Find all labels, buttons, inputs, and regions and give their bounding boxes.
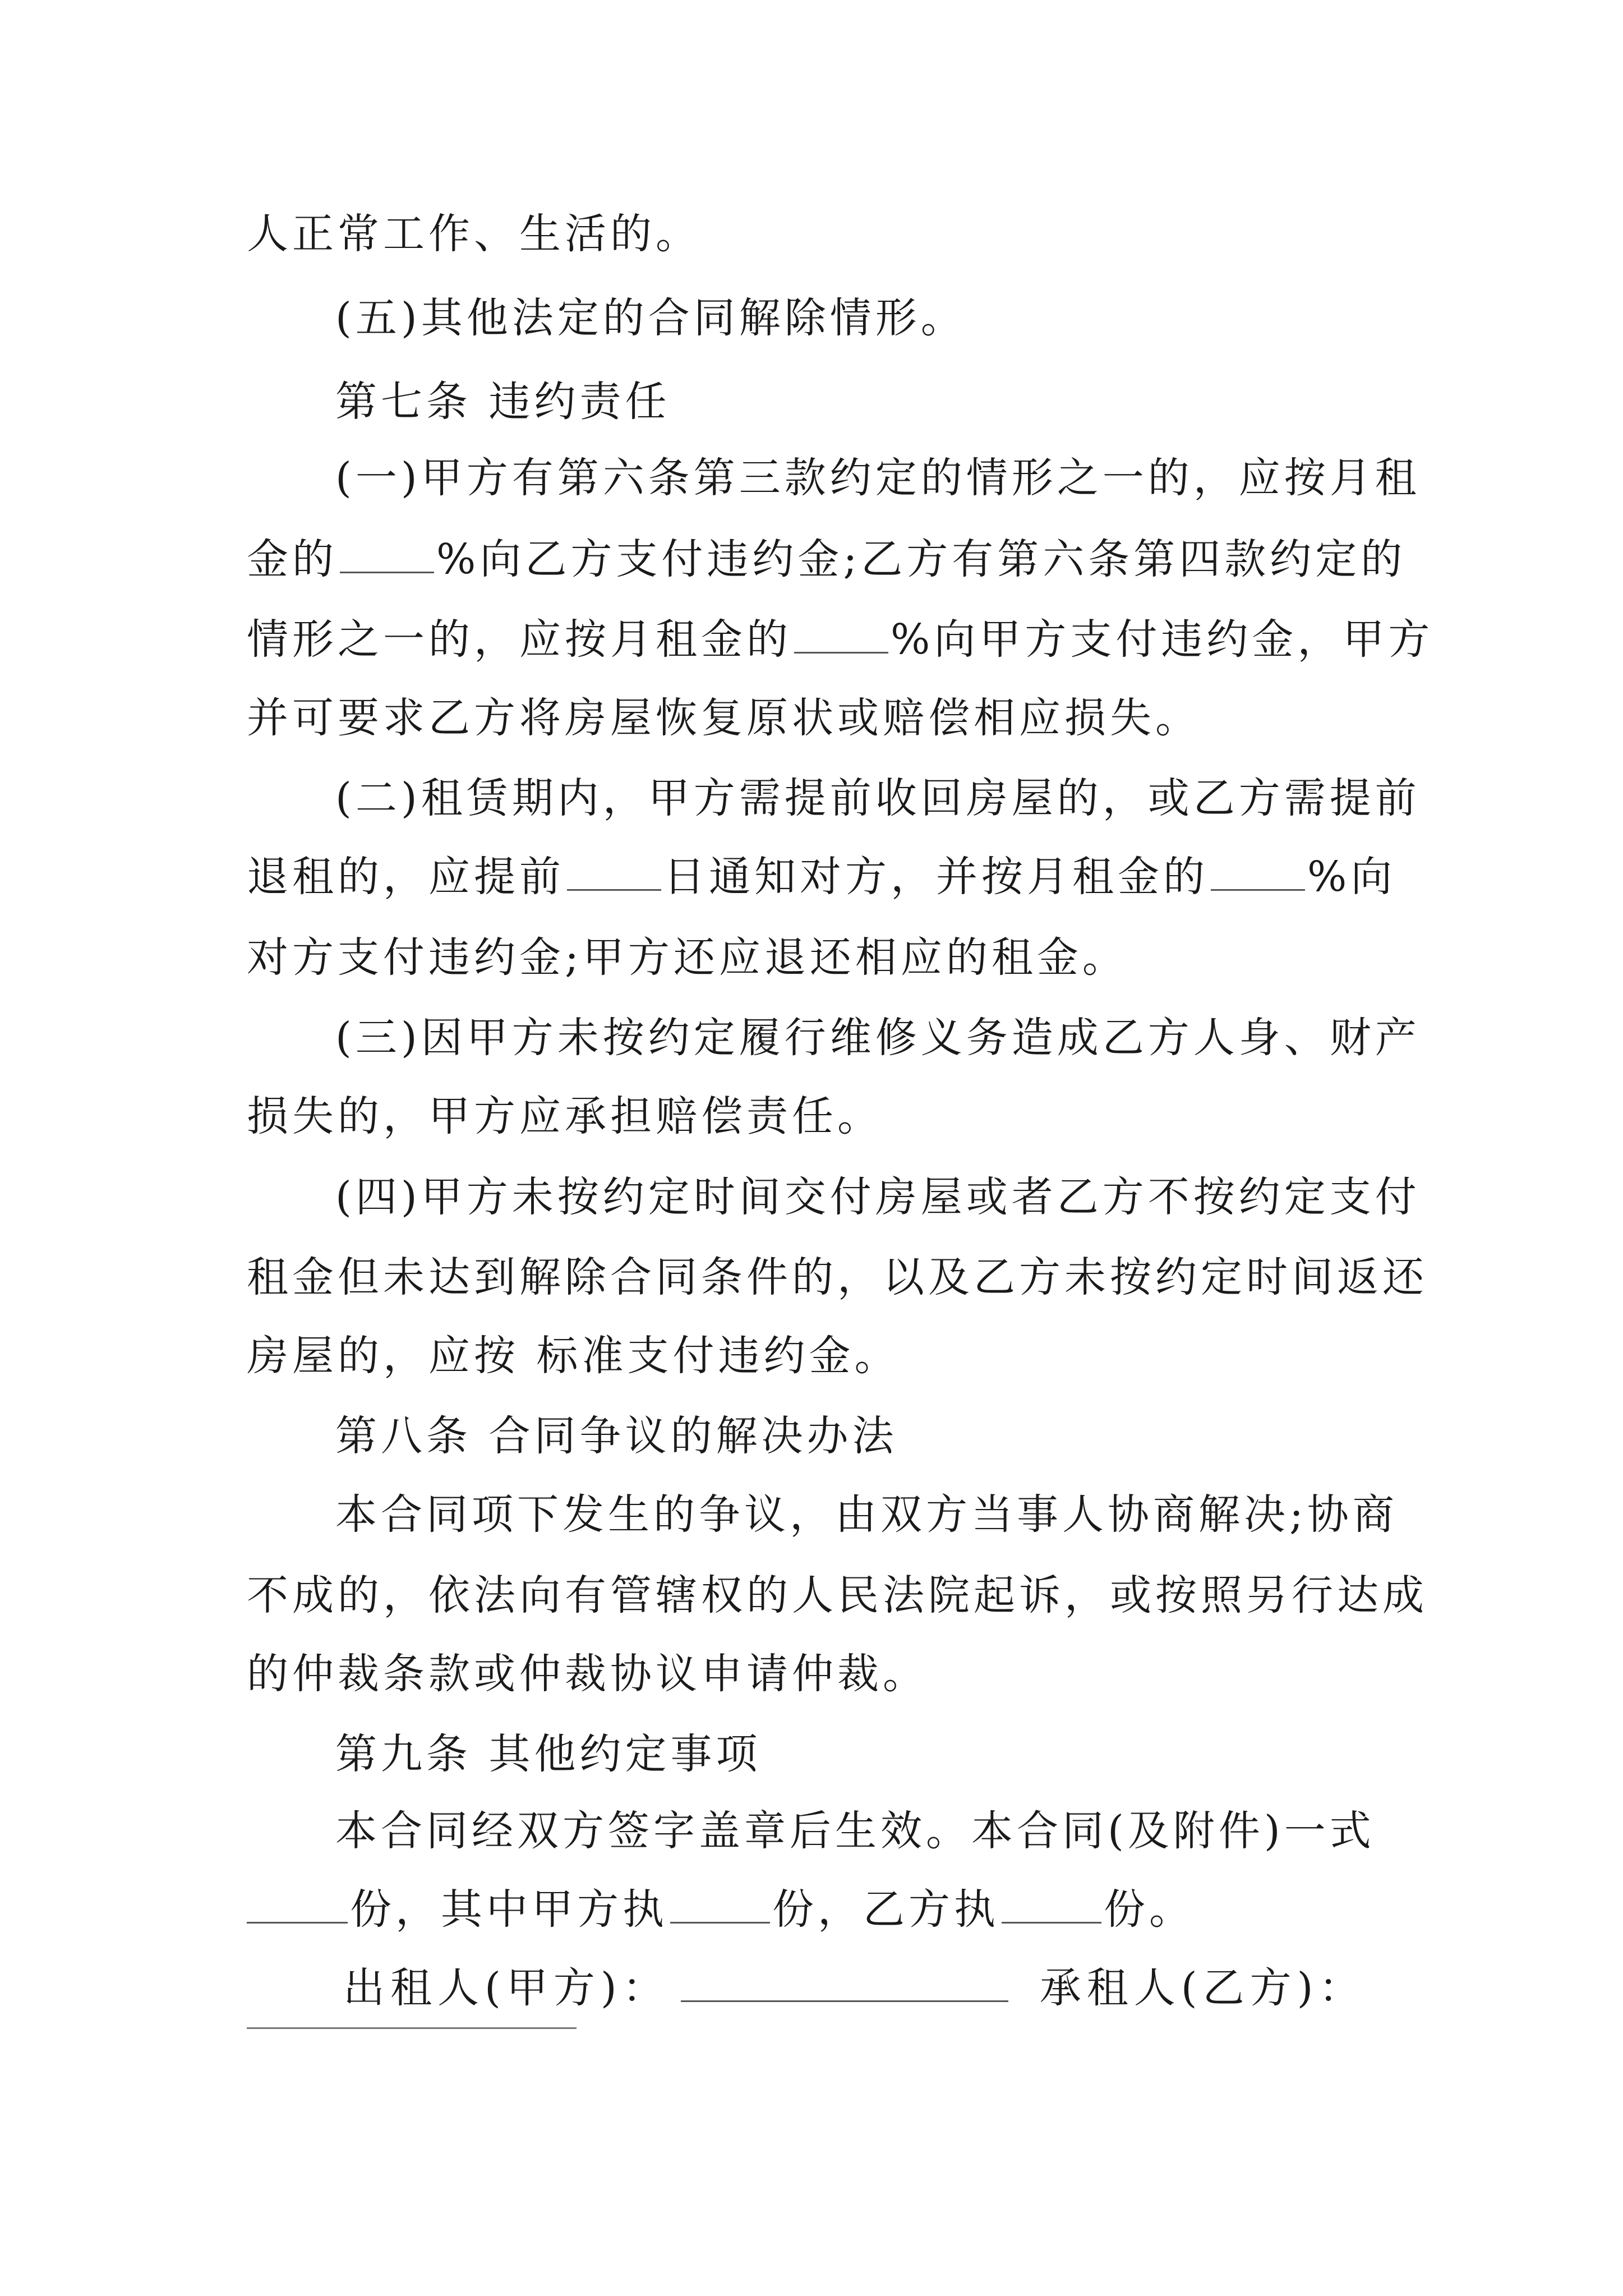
text-line xyxy=(247,690,1391,746)
text-line xyxy=(335,770,1479,826)
line-text: 本合同经双方签字盖章后生效。本合同(及附件)一式 xyxy=(335,1807,1375,1855)
line-text: 退租的，应提前 xyxy=(247,853,565,901)
line-text: 本合同项下发生的争议，由双方当事人协商解决;协商 xyxy=(335,1490,1398,1539)
text-line xyxy=(247,1567,1428,1623)
line-text: 金的 xyxy=(247,535,338,583)
lessor-signature-field xyxy=(681,1963,1008,2002)
text-line xyxy=(335,1169,1479,1225)
text-line xyxy=(247,611,1434,668)
text-line xyxy=(247,1249,1428,1305)
line-text: %向乙方支付违约金;乙方有第六条第四款约定的 xyxy=(436,535,1407,583)
blank-field xyxy=(794,615,888,654)
line-text: 对方支付违约金;甲方还应退还相应的租金。 xyxy=(247,933,1128,982)
blank-field xyxy=(567,852,661,891)
line-text: 情形之一的，应按月租金的 xyxy=(247,615,792,664)
article-heading xyxy=(335,1726,1479,1782)
text-line xyxy=(247,531,1407,587)
text-line xyxy=(335,1010,1479,1066)
line-text: 人正常工作、生活的。 xyxy=(247,210,701,258)
text-line xyxy=(247,1881,1391,1938)
text-line xyxy=(335,1803,1479,1859)
line-text: (四)甲方未按约定时间交付房屋或者乙方不按约定支付 xyxy=(335,1173,1421,1221)
line-text: 不成的，依法向有管辖权的人民法院起诉，或按照另行达成 xyxy=(247,1571,1428,1619)
lessee-signature-field xyxy=(247,2027,577,2029)
text-line xyxy=(335,450,1479,506)
line-text: 份，其中甲方执 xyxy=(350,1885,668,1934)
line-text: (三)因甲方未按约定履行维修义务造成乙方人身、财产 xyxy=(335,1014,1421,1062)
line-text: %向甲方支付违约金，甲方 xyxy=(891,615,1434,664)
line-text: 损失的，甲方应承担赔偿责任。 xyxy=(247,1092,883,1140)
heading-text: 第八条 合同争议的解决办法 xyxy=(335,1412,898,1460)
article-heading xyxy=(335,374,1479,430)
heading-text: 第九条 其他约定事项 xyxy=(335,1730,762,1778)
line-text: (五)其他法定的合同解除情形。 xyxy=(335,294,966,342)
line-text: 份，乙方执 xyxy=(772,1885,999,1934)
text-line xyxy=(247,206,1391,262)
blank-field xyxy=(670,1885,770,1924)
text-line xyxy=(335,290,1479,346)
signature-line xyxy=(343,1960,1487,2016)
blank-field xyxy=(1211,852,1305,891)
text-line xyxy=(247,1646,1391,1702)
blank-field xyxy=(340,535,434,573)
line-text: 租金但未达到解除合同条件的，以及乙方未按约定时间返还 xyxy=(247,1253,1428,1301)
line-text: 并可要求乙方将房屋恢复原状或赔偿相应损失。 xyxy=(247,694,1201,742)
text-line xyxy=(335,1487,1479,1543)
heading-text: 第七条 违约责任 xyxy=(335,378,671,426)
text-line xyxy=(247,1088,1391,1144)
line-text: 日通知对方，并按月租金的 xyxy=(663,853,1209,901)
blank-field xyxy=(247,1885,348,1924)
article-heading xyxy=(335,1408,1479,1464)
text-line xyxy=(247,930,1391,986)
text-line xyxy=(247,849,1396,905)
lessee-label: 承租人(乙方)： xyxy=(1039,1964,1366,2012)
line-text: 份。 xyxy=(1104,1885,1195,1934)
line-text: 的仲裁条款或仲裁协议申请仲裁。 xyxy=(247,1650,928,1698)
blank-field xyxy=(1002,1885,1101,1924)
line-text: 房屋的，应按 标准支付违约金。 xyxy=(247,1332,900,1380)
lessor-label: 出租人(甲方)： xyxy=(343,1964,670,2012)
line-text: %向 xyxy=(1307,853,1396,901)
line-text: (一)甲方有第六条第三款约定的情形之一的，应按月租 xyxy=(335,454,1421,502)
text-line xyxy=(247,1328,1391,1384)
line-text: (二)租赁期内，甲方需提前收回房屋的，或乙方需提前 xyxy=(335,774,1421,822)
